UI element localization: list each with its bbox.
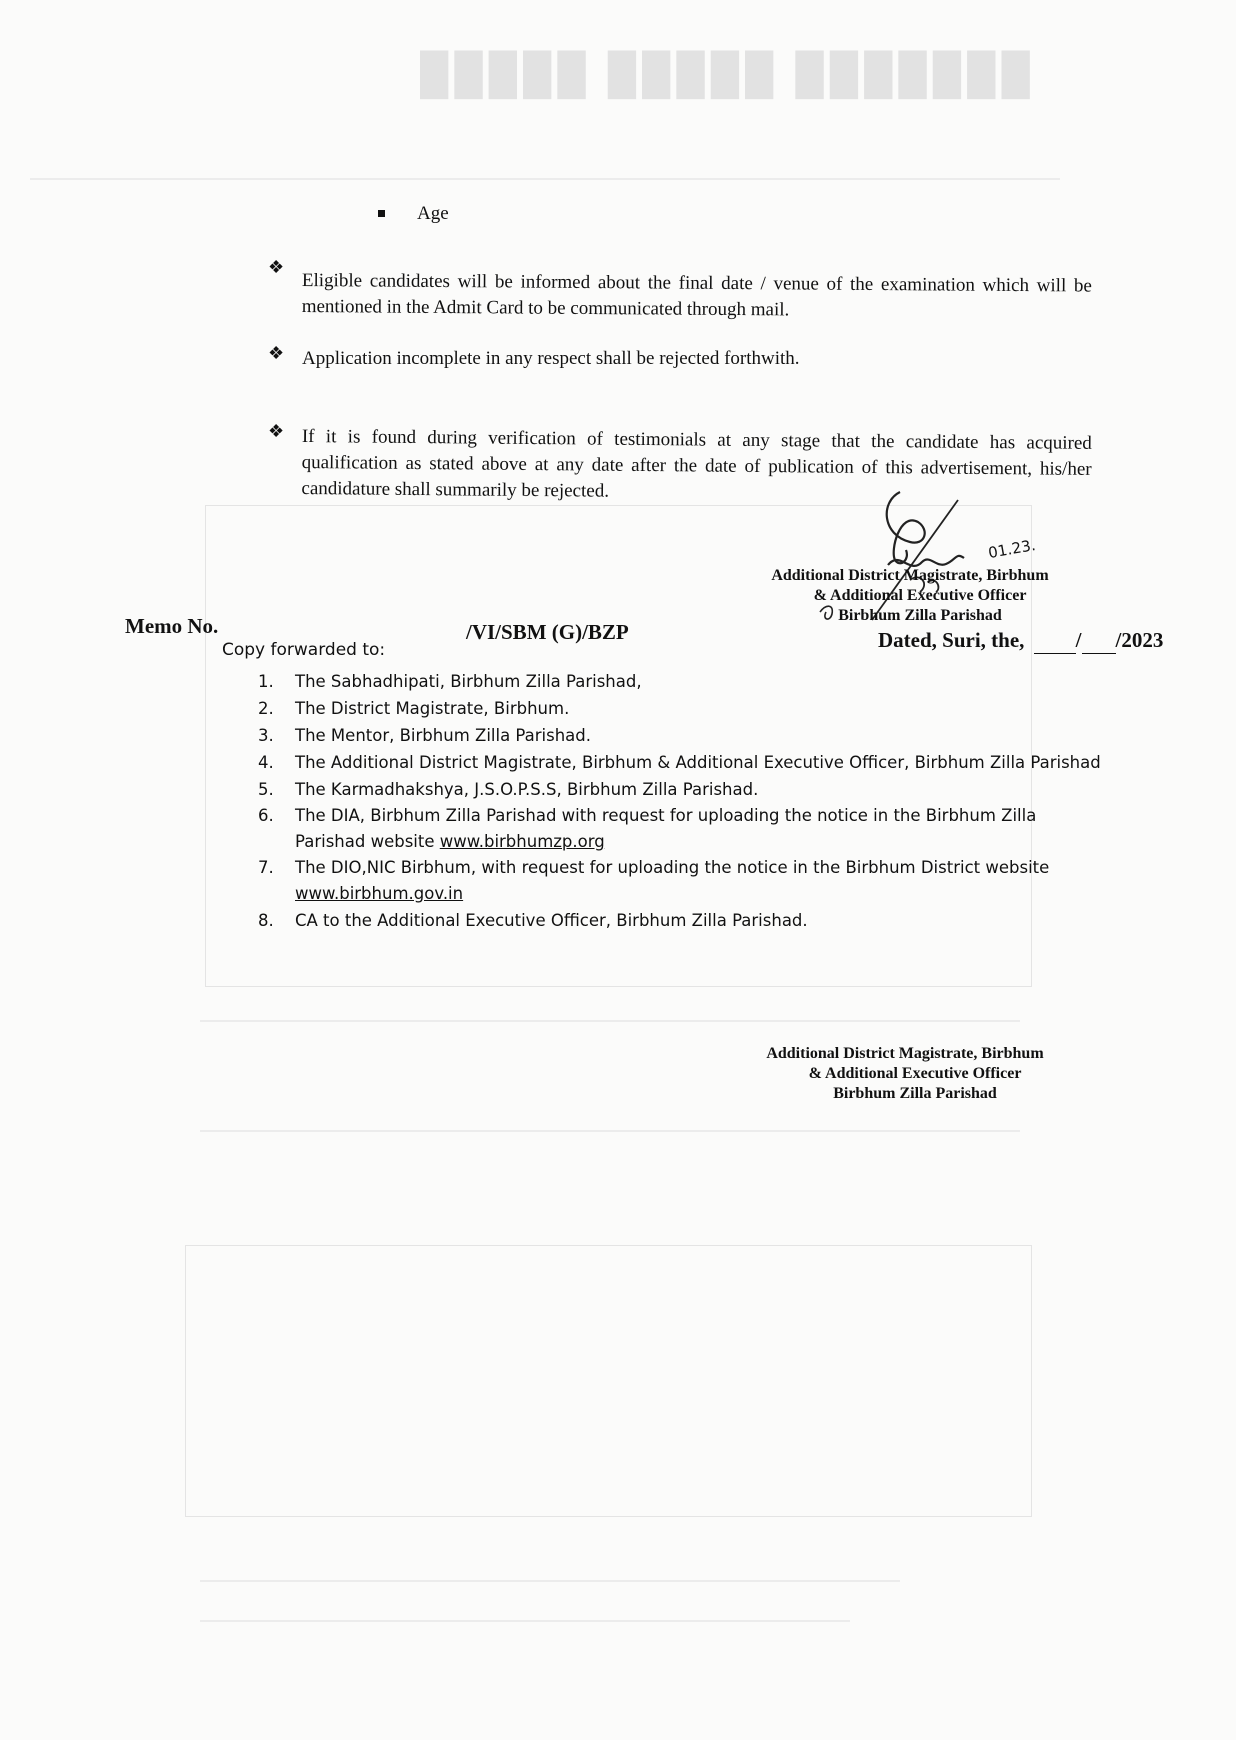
designation-line: & Additional Executive Officer [808,1065,1022,1082]
bleed-through-rule [200,1580,900,1582]
list-item: 2. The District Magistrate, Birbhum. [258,699,570,718]
signature-block-top [740,566,1080,626]
date-blank [1082,628,1116,654]
square-bullet-icon [378,210,385,217]
date-separator: / [1075,628,1082,652]
memo-dated-label: Dated, Suri, the, [878,628,1025,652]
bleed-through-rule [200,1020,1020,1022]
zp-website-link[interactable]: www.birbhumzp.org [439,832,605,851]
signature-block-bottom [735,1044,1075,1104]
point-incomplete: Application incomplete in any respect shall be rejected forthwith. [302,348,800,369]
designation-line: Additional District Magistrate, Birbhum [771,567,1049,584]
designation-line: Birbhum Zilla Parishad [838,607,1002,624]
designation-line: Birbhum Zilla Parishad [833,1085,997,1102]
date-blank [1034,628,1076,654]
district-website-link[interactable]: www.birbhum.gov.in [295,884,464,903]
bleed-through-rule [200,1130,1020,1132]
list-item: 4. The Additional District Magistrate, Birbhum & Additional Executive Officer, Birbhum Zilla Parishad [258,753,1101,772]
bleed-through-table [185,1245,1032,1517]
memo-year: /2023 [1115,628,1164,652]
list-item: 7. The DIO,NIC Birbhum, with request for uploading the notice in the Birbhum District website www.birbhum.gov.in [258,858,1050,903]
bleed-through-rule [200,1620,850,1622]
diamond-bullet-icon: ❖ [268,421,285,441]
list-item: 6. The DIA, Birbhum Zilla Parishad with request for uploading the notice in the Birbhum Zilla Parishad website www.birbhumzp.org [258,806,1037,851]
diamond-bullet-icon: ❖ [268,257,285,277]
memo-dated [878,628,1163,654]
list-item: 3. The Mentor, Birbhum Zilla Parishad. [258,726,591,745]
memo-reference: /VI/SBM (G)/BZP [466,620,629,644]
bleed-through-rule [30,178,1060,180]
designation-line: & Additional Executive Officer [813,587,1027,604]
memo-label: Memo No. [125,614,219,638]
point-verification: If it is found during verification of testimonials at any stage that the candidate has acquired qualification as stated above at any date after the date of publication of this advertisement, his/her candidature shall summarily be rejected. [301,425,1092,502]
copy-forwarded-title: Copy forwarded to: [222,640,386,660]
designation-line: Additional District Magistrate, Birbhum [766,1045,1044,1062]
point-admit-card: Eligible candidates will be informed about the final date / venue of the examination which will be mentioned in the Admit Card to be communicated through mail. [301,269,1092,321]
copy-forwarded-list [258,668,1101,934]
list-item: 8. CA to the Additional Executive Officer, Birbhum Zilla Parishad. [258,911,808,930]
list-item: 1. The Sabhadhipati, Birbhum Zilla Parishad, [258,672,642,691]
signature-date: 01.23. [986,535,1037,563]
bleed-through-heading: █████ █████ ███████ [420,51,1036,96]
list-item: 5. The Karmadhakshya, J.S.O.P.S.S, Birbhum Zilla Parishad. [258,780,759,799]
bullet-item: Age [417,203,449,224]
diamond-bullet-icon: ❖ [268,343,285,363]
